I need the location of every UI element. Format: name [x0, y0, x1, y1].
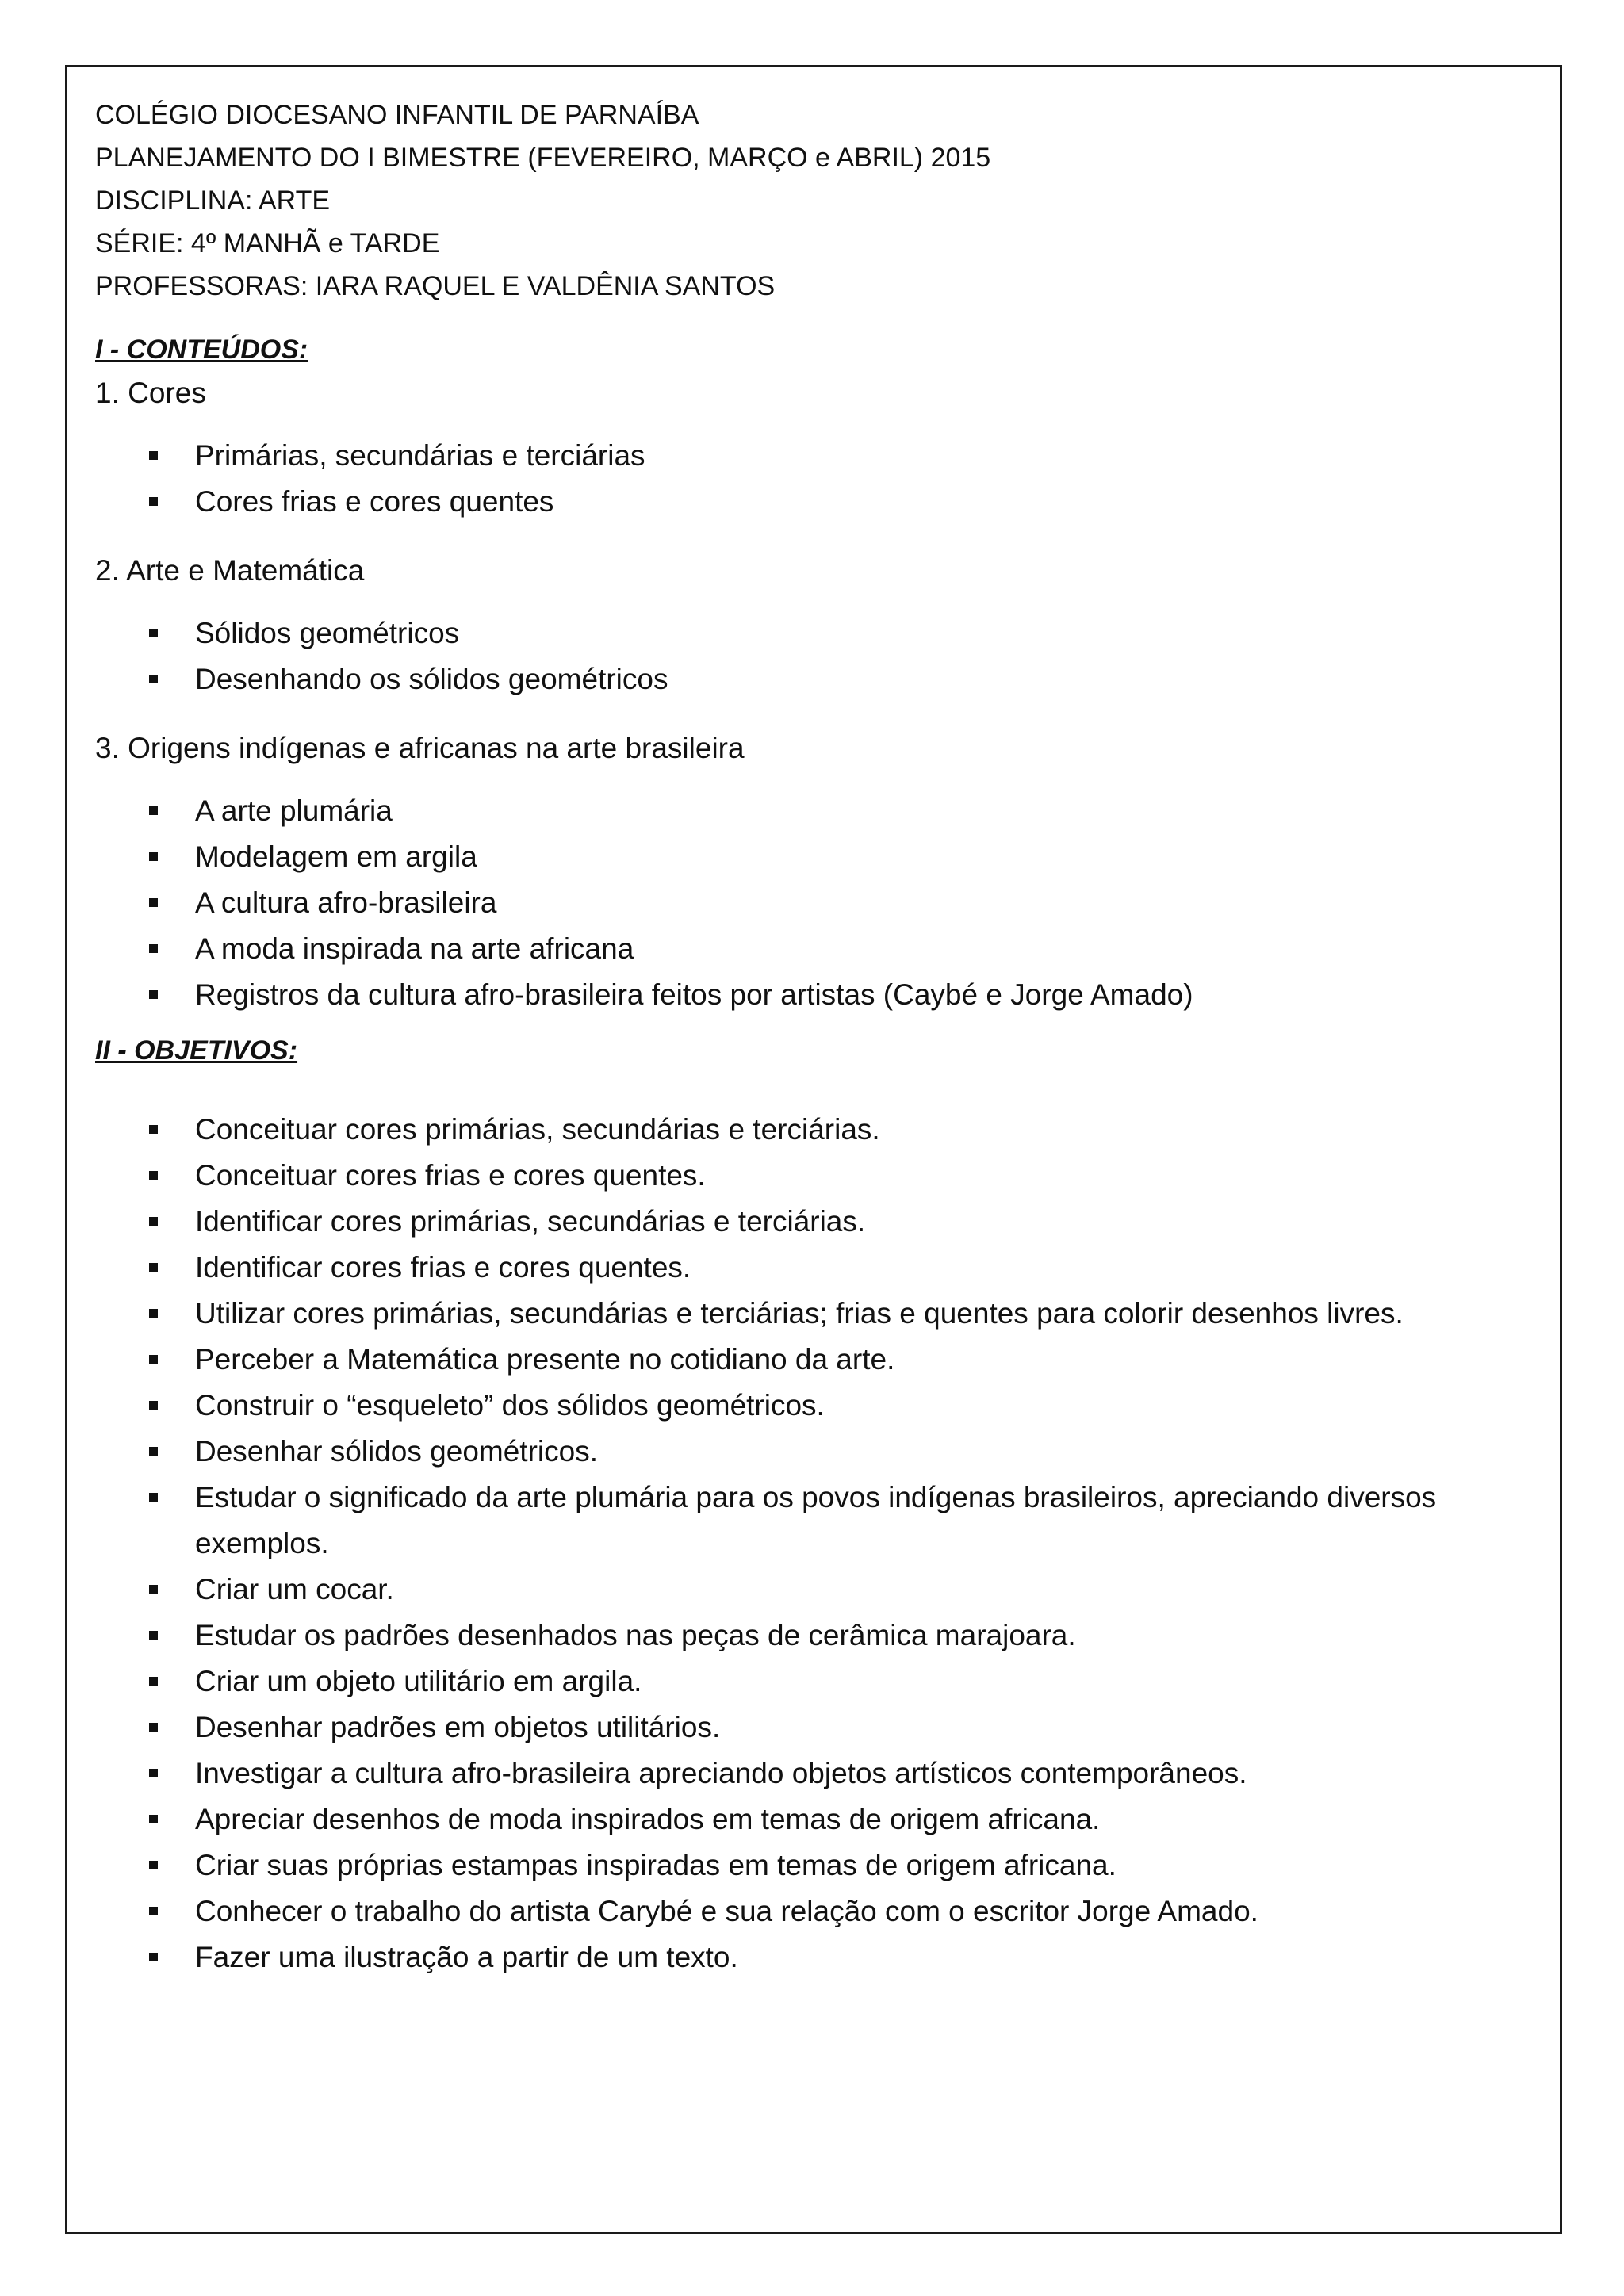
bullet-icon [149, 451, 158, 460]
topic-origens: 3. Origens indígenas e africanas na arte brasileira [95, 732, 745, 764]
list-item: Utilizar cores primárias, secundárias e terciárias; frias e quentes para colorir desenhos livres. [95, 1291, 1522, 1337]
section-title-conteudos: I - CONTEÚDOS: [95, 335, 308, 365]
bullet-icon [149, 990, 158, 999]
list-item: A arte plumária [95, 788, 1522, 834]
list-item: Apreciar desenhos de moda inspirados em temas de origem africana. [95, 1797, 1522, 1843]
bullet-icon [149, 1815, 158, 1823]
teachers: PROFESSORAS: IARA RAQUEL E VALDÊNIA SANTOS [95, 271, 776, 301]
list-item: Sólidos geométricos [95, 610, 1522, 656]
list-item: Registros da cultura afro-brasileira feitos por artistas (Caybé e Jorge Amado) [95, 972, 1522, 1018]
bullet-icon [149, 944, 158, 953]
list-item: Primárias, secundárias e terciárias [95, 433, 1522, 479]
list-item: A cultura afro-brasileira [95, 880, 1522, 926]
school-name: COLÉGIO DIOCESANO INFANTIL DE PARNAÍBA [95, 100, 699, 130]
list-item: Conhecer o trabalho do artista Carybé e sua relação com o escritor Jorge Amado. [95, 1888, 1522, 1934]
list-item: Estudar o significado da arte plumária para os povos indígenas brasileiros, apreciando diversos exemplos. [95, 1475, 1522, 1567]
list-item: Conceituar cores frias e cores quentes. [95, 1153, 1522, 1199]
bullet-icon [149, 1677, 158, 1686]
bullet-icon [149, 1355, 158, 1364]
list-item: Criar suas próprias estampas inspiradas em temas de origem africana. [95, 1843, 1522, 1888]
bullet-icon [149, 629, 158, 637]
list-item: Desenhar sólidos geométricos. [95, 1429, 1522, 1475]
bullet-icon [149, 806, 158, 815]
bullet-icon [149, 1723, 158, 1732]
list-item: Investigar a cultura afro-brasileira apreciando objetos artísticos contemporâneos. [95, 1751, 1522, 1797]
bullet-icon [149, 898, 158, 907]
bullet-icon [149, 852, 158, 861]
bullet-icon [149, 1401, 158, 1410]
bullet-icon [149, 1585, 158, 1594]
bullet-icon [149, 675, 158, 683]
discipline: DISCIPLINA: ARTE [95, 186, 331, 216]
grade: SÉRIE: 4º MANHÃ e TARDE [95, 228, 440, 258]
bullet-icon [149, 1493, 158, 1502]
list-item: Desenhando os sólidos geométricos [95, 656, 1522, 702]
list-item: Cores frias e cores quentes [95, 479, 1522, 525]
topic-cores-list [95, 433, 1522, 525]
bullet-icon [149, 1907, 158, 1915]
section-title-objetivos: II - OBJETIVOS: [95, 1035, 298, 1066]
bullet-icon [149, 497, 158, 506]
list-item: Fazer uma ilustração a partir de um texto. [95, 1934, 1522, 1980]
list-item: Criar um objeto utilitário em argila. [95, 1659, 1522, 1705]
planning-period: PLANEJAMENTO DO I BIMESTRE (FEVEREIRO, MARÇO e ABRIL) 2015 [95, 143, 991, 173]
bullet-icon [149, 1769, 158, 1777]
list-item: Criar um cocar. [95, 1567, 1522, 1613]
list-item: Estudar os padrões desenhados nas peças de cerâmica marajoara. [95, 1613, 1522, 1659]
bullet-icon [149, 1953, 158, 1961]
list-item: Identificar cores frias e cores quentes. [95, 1245, 1522, 1291]
bullet-icon [149, 1447, 158, 1456]
objetivos-list [95, 1107, 1522, 1980]
list-item: Identificar cores primárias, secundárias e terciárias. [95, 1199, 1522, 1245]
topic-arte-matematica: 2. Arte e Matemática [95, 554, 365, 587]
bullet-icon [149, 1861, 158, 1869]
document-header [95, 94, 1522, 308]
bullet-icon [149, 1217, 158, 1226]
bullet-icon [149, 1263, 158, 1272]
list-item: Conceituar cores primárias, secundárias e terciárias. [95, 1107, 1522, 1153]
topic-arte-matematica-list [95, 610, 1522, 702]
list-item: A moda inspirada na arte africana [95, 926, 1522, 972]
list-item: Modelagem em argila [95, 834, 1522, 880]
list-item: Construir o “esqueleto” dos sólidos geométricos. [95, 1383, 1522, 1429]
bullet-icon [149, 1171, 158, 1180]
bullet-icon [149, 1631, 158, 1640]
bullet-icon [149, 1125, 158, 1134]
topic-origens-list [95, 788, 1522, 1018]
document-content [95, 94, 1522, 1980]
list-item: Desenhar padrões em objetos utilitários. [95, 1705, 1522, 1751]
list-item: Perceber a Matemática presente no cotidiano da arte. [95, 1337, 1522, 1383]
bullet-icon [149, 1309, 158, 1318]
topic-cores: 1. Cores [95, 377, 206, 409]
